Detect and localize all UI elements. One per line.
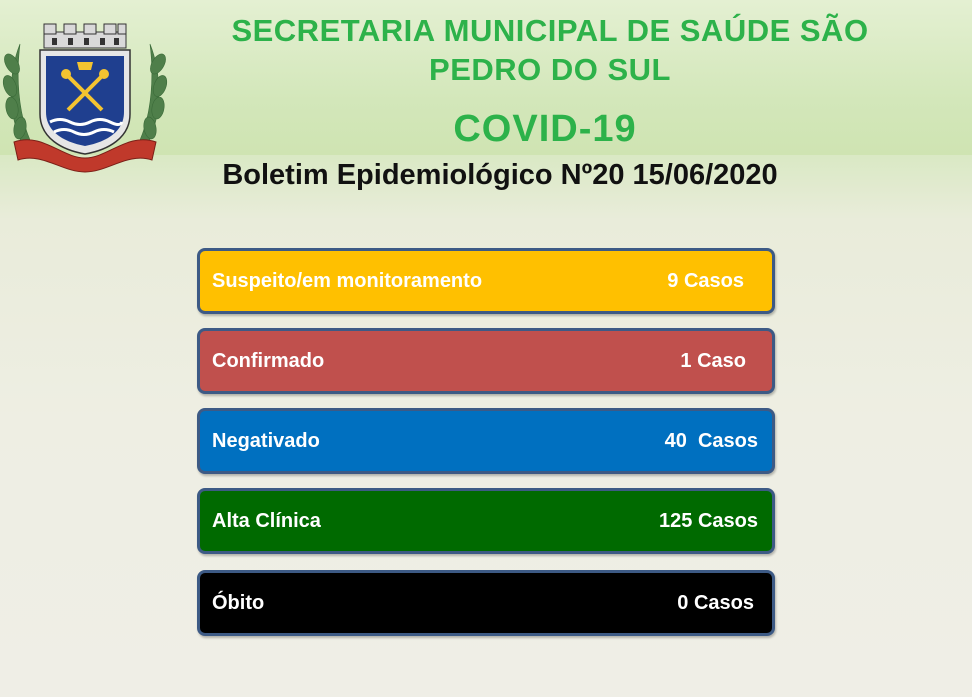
stat-label: Alta Clínica <box>212 509 321 532</box>
stat-label: Óbito <box>212 591 265 614</box>
stat-label: Negativado <box>212 429 320 452</box>
stat-value: 40 Casos <box>664 429 758 452</box>
stat-label: Suspeito/em monitoramento <box>212 269 483 292</box>
stat-recovered <box>197 488 775 554</box>
stat-value: 1 Caso <box>680 349 746 372</box>
stat-value: 9 Casos <box>667 269 744 292</box>
municipal-crest-logo <box>2 14 168 174</box>
stat-label: Confirmado <box>212 349 325 372</box>
stat-confirmed <box>197 328 775 394</box>
stat-negative <box>197 408 775 474</box>
header-title-line-1: SECRETARIA MUNICIPAL DE SAÚDE SÃO <box>231 13 869 48</box>
covid-title: COVID-19 <box>453 108 637 150</box>
stat-value: 125 Casos <box>659 509 758 532</box>
stat-suspect <box>197 248 775 314</box>
header-title-line-2: PEDRO DO SUL <box>429 52 671 87</box>
bulletin-title: Boletim Epidemiológico Nº20 15/06/2020 <box>222 159 778 191</box>
stat-death <box>197 570 775 636</box>
stat-value: 0 Casos <box>677 591 754 614</box>
